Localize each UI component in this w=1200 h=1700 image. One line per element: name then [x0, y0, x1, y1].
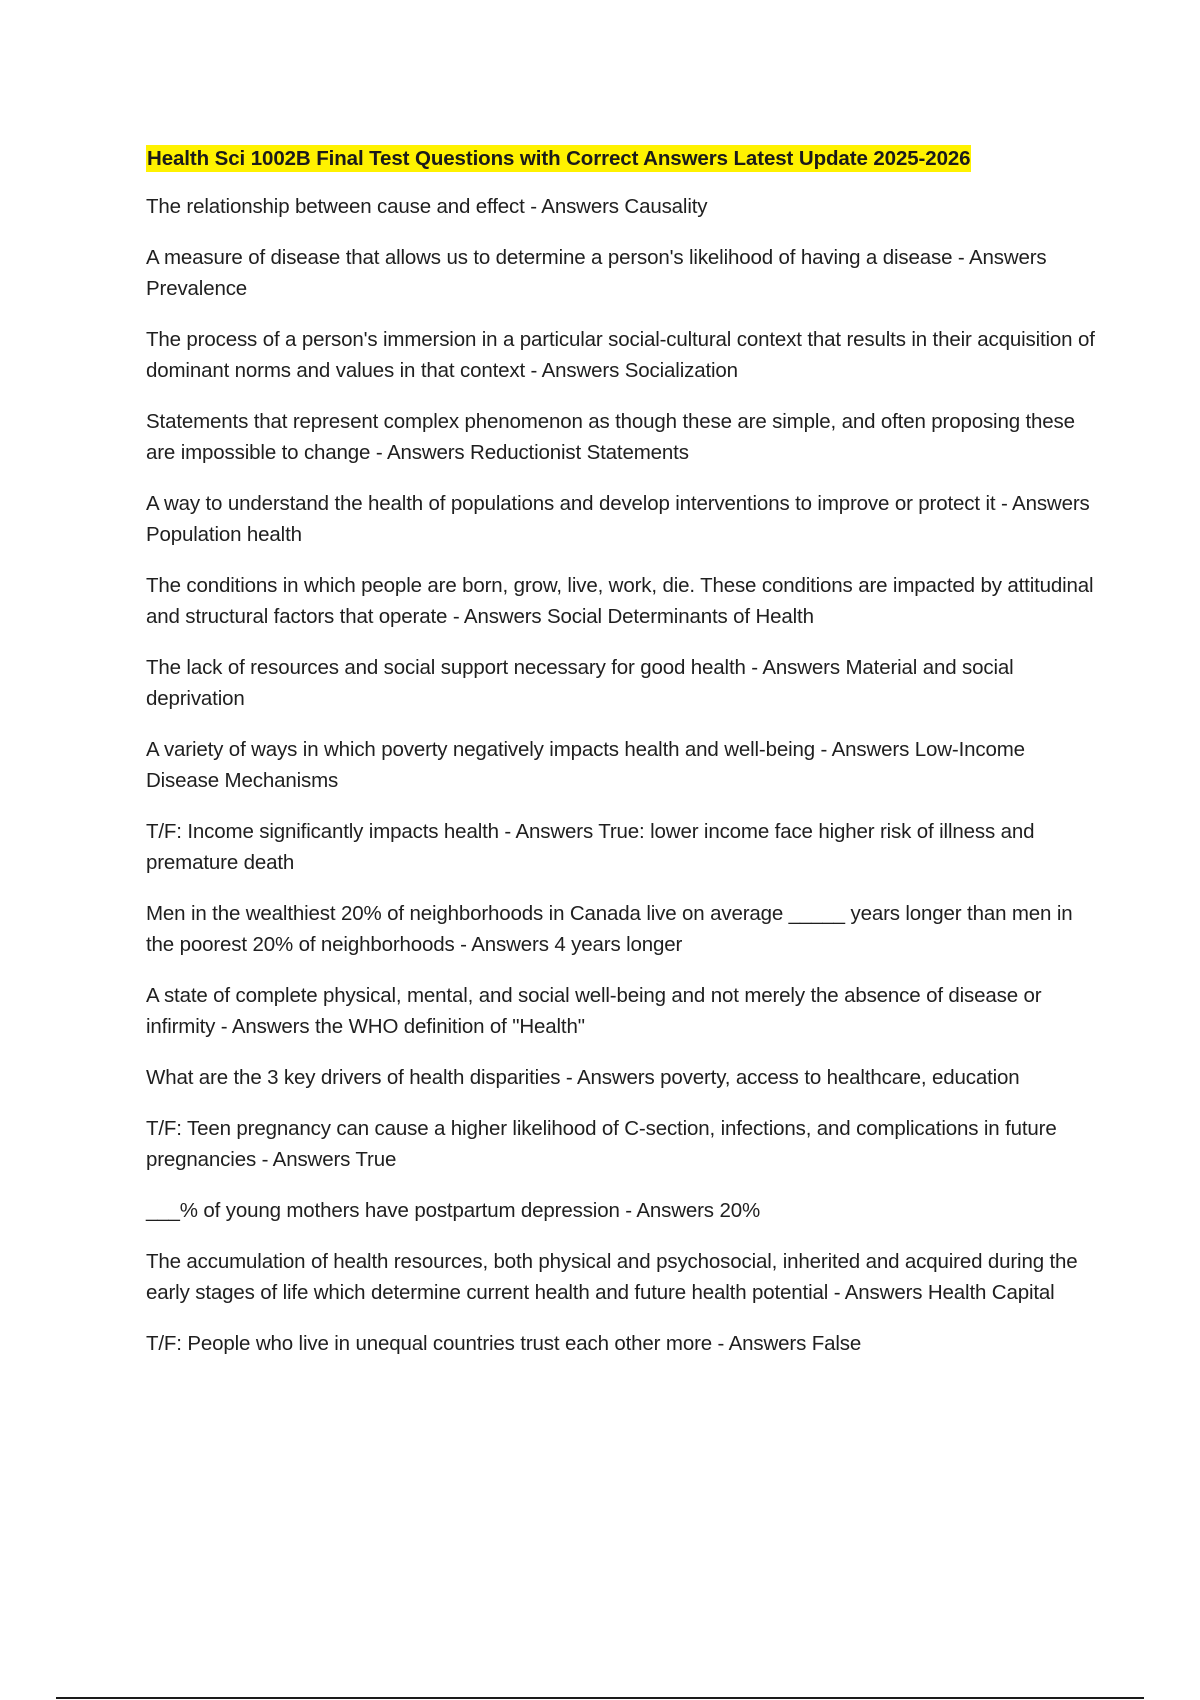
qa-item: Men in the wealthiest 20% of neighborhoods in Canada live on average _____ years longer than men in the poorest 20% of neighborhoods - Answers 4 years longer — [146, 902, 1073, 956]
qa-item: ___% of young mothers have postpartum depression - Answers 20% — [146, 1199, 761, 1222]
qa-item: The process of a person's immersion in a particular social-cultural context that results in their acquisition of dominant norms and values in that context - Answers Socialization — [146, 328, 1095, 382]
qa-item: The accumulation of health resources, both physical and psychosocial, inherited and acquired during the early stages of life which determine current health and future health potential - Answers Health Capital — [146, 1250, 1078, 1304]
qa-item: A variety of ways in which poverty negatively impacts health and well-being - Answers Low-Income Disease Mechanisms — [146, 738, 1025, 792]
footer-divider — [56, 1697, 1144, 1699]
qa-item: T/F: Income significantly impacts health - Answers True: lower income face higher risk of illness and premature death — [146, 820, 1035, 874]
document-title: Health Sci 1002B Final Test Questions with Correct Answers Latest Update 2025-2026 — [147, 147, 971, 170]
qa-item: The relationship between cause and effect - Answers Causality — [146, 195, 708, 218]
qa-item: What are the 3 key drivers of health disparities - Answers poverty, access to healthcare, education — [146, 1066, 1020, 1089]
qa-item: A way to understand the health of populations and develop interventions to improve or protect it - Answers Population health — [146, 492, 1090, 546]
document-body — [146, 145, 1096, 1379]
qa-item: The conditions in which people are born, grow, live, work, die. These conditions are impacted by attitudinal and structural factors that operate - Answers Social Determinants of Health — [146, 574, 1094, 628]
qa-item: T/F: Teen pregnancy can cause a higher likelihood of C-section, infections, and complications in future pregnancies - Answers True — [146, 1117, 1057, 1171]
qa-item: Statements that represent complex phenomenon as though these are simple, and often proposing these are impossible to change - Answers Reductionist Statements — [146, 410, 1075, 464]
qa-item: The lack of resources and social support necessary for good health - Answers Material and social deprivation — [146, 656, 1014, 710]
qa-item: A state of complete physical, mental, and social well-being and not merely the absence of disease or infirmity - Answers the WHO definition of "Health" — [146, 984, 1042, 1038]
qa-item: A measure of disease that allows us to determine a person's likelihood of having a disease - Answers Prevalence — [146, 246, 1047, 300]
qa-item: T/F: People who live in unequal countries trust each other more - Answers False — [146, 1332, 862, 1355]
